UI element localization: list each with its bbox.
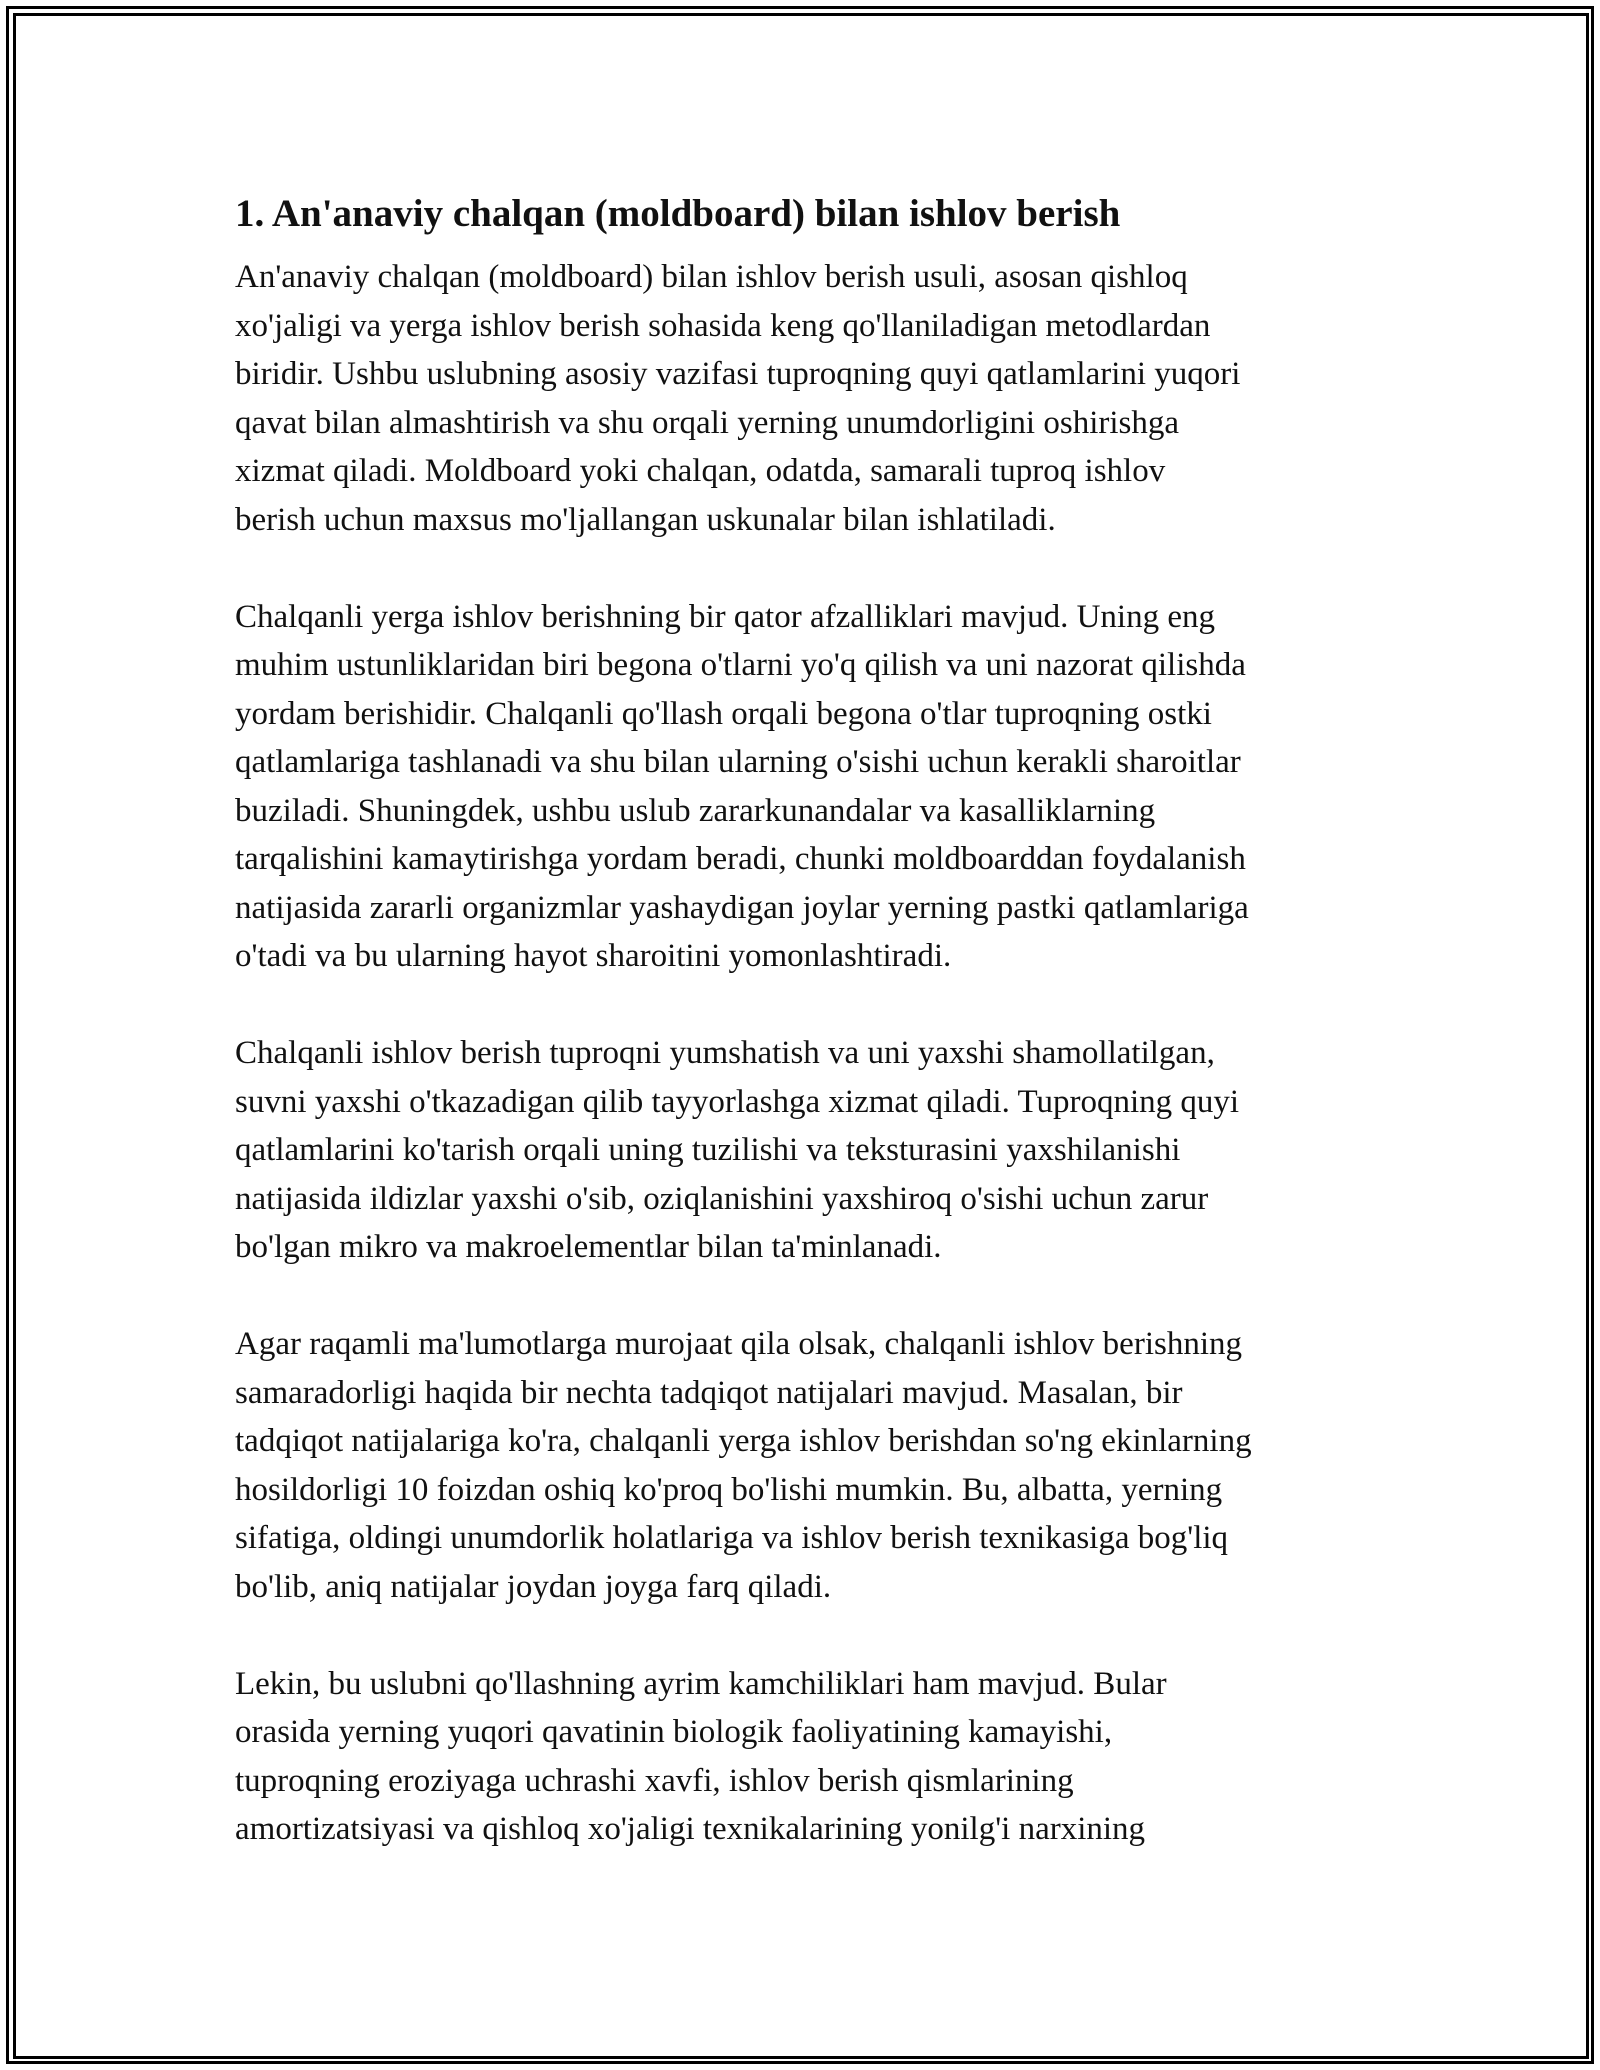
paragraph-line: o'tadi va bu ularning hayot sharoitini yomonlashtiradi. bbox=[235, 938, 952, 974]
paragraph-line: Agar raqamli ma'lumotlarga murojaat qila olsak, chalqanli ishlov berishning bbox=[235, 1326, 1242, 1362]
paragraph-line: amortizatsiyasi va qishloq xo'jaligi texnikalarining yonilg'i narxining bbox=[235, 1811, 1146, 1847]
paragraph-container bbox=[235, 253, 1375, 1854]
paragraph-line: Chalqanli yerga ishlov berishning bir qator afzalliklari mavjud. Uning eng bbox=[235, 598, 1215, 635]
paragraph-line: natijasida ildizlar yaxshi o'sib, oziqlanishini yaxshiroq o'sishi uchun zarur bbox=[235, 1180, 1209, 1217]
paragraph-line: samaradorligi haqida bir nechta tadqiqot natijalari mavjud. Masalan, bir bbox=[235, 1374, 1183, 1411]
paragraph-line: muhim ustunliklaridan biri begona o'tlarni yo'q qilish va uni nazorat qilishda bbox=[235, 647, 1246, 683]
paragraph-line: bo'lib, aniq natijalar joydan joyga farq qiladi. bbox=[235, 1568, 832, 1605]
paragraph-line: qatlamlarini ko'tarish orqali uning tuzilishi va teksturasini yaxshilanishi bbox=[235, 1132, 1181, 1168]
paragraph-line: qatlamlariga tashlanadi va shu bilan ularning o'sishi uchun kerakli sharoitlar bbox=[235, 744, 1241, 780]
paragraph-line: sifatiga, oldingi unumdorlik holatlariga va ishlov berish texnikasiga bog'liq bbox=[235, 1520, 1229, 1556]
paragraph bbox=[235, 1660, 1375, 1854]
paragraph-line: yordam berishidir. Chalqanli qo'llash orqali begona o'tlar tuproqning ostki bbox=[235, 695, 1212, 732]
paragraph-line: bo'lgan mikro va makroelementlar bilan ta'minlanadi. bbox=[235, 1229, 942, 1265]
paragraph-line: Lekin, bu uslubni qo'llashning ayrim kamchiliklari ham mavjud. Bular bbox=[235, 1665, 1167, 1702]
paragraph bbox=[235, 253, 1375, 544]
paragraph-line: An'anaviy chalqan (moldboard) bilan ishlov berish usuli, asosan qishloq bbox=[235, 259, 1188, 295]
paragraph-line: natijasida zararli organizmlar yashaydigan joylar yerning pastki qatlamlariga bbox=[235, 889, 1249, 926]
paragraph-line: berish uchun maxsus mo'ljallangan uskunalar bilan ishlatiladi. bbox=[235, 501, 1056, 538]
paragraph-line: tuproqning eroziyaga uchrashi xavfi, ishlov berish qismlarining bbox=[235, 1762, 1074, 1799]
paragraph-line: xizmat qiladi. Moldboard yoki chalqan, odatda, samarali tuproq ishlov bbox=[235, 453, 1166, 489]
paragraph bbox=[235, 1320, 1375, 1611]
paragraph bbox=[235, 1029, 1375, 1272]
paragraph-line: buziladi. Shuningdek, ushbu uslub zararkunandalar va kasalliklarning bbox=[235, 792, 1156, 829]
paragraph bbox=[235, 593, 1375, 981]
document-body bbox=[235, 185, 1375, 1902]
paragraph-line: hosildorligi 10 foizdan oshiq ko'proq bo'lishi mumkin. Bu, albatta, yerning bbox=[235, 1471, 1223, 1508]
paragraph-line: tadqiqot natijalariga ko'ra, chalqanli yerga ishlov berishdan so'ng ekinlarning bbox=[235, 1423, 1252, 1459]
paragraph-line: tarqalishini kamaytirishga yordam beradi, chunki moldboarddan foydalanish bbox=[235, 841, 1246, 877]
paragraph-line: suvni yaxshi o'tkazadigan qilib tayyorlashga xizmat qiladi. Tuproqning quyi bbox=[235, 1083, 1240, 1120]
section-heading: 1. An'anaviy chalqan (moldboard) bilan ishlov berish bbox=[235, 192, 1121, 235]
paragraph-line: qavat bilan almashtirish va shu orqali yerning unumdorligini oshirishga bbox=[235, 404, 1180, 441]
paragraph-line: Chalqanli ishlov berish tuproqni yumshatish va uni yaxshi shamollatilgan, bbox=[235, 1035, 1215, 1071]
paragraph-line: biridir. Ushbu uslubning asosiy vazifasi tuproqning quyi qatlamlarini yuqori bbox=[235, 356, 1241, 392]
paragraph-line: xo'jaligi va yerga ishlov berish sohasida keng qo'llaniladigan metodlardan bbox=[235, 307, 1211, 344]
paragraph-line: orasida yerning yuqori qavatinin biologik faoliyatining kamayishi, bbox=[235, 1714, 1113, 1750]
